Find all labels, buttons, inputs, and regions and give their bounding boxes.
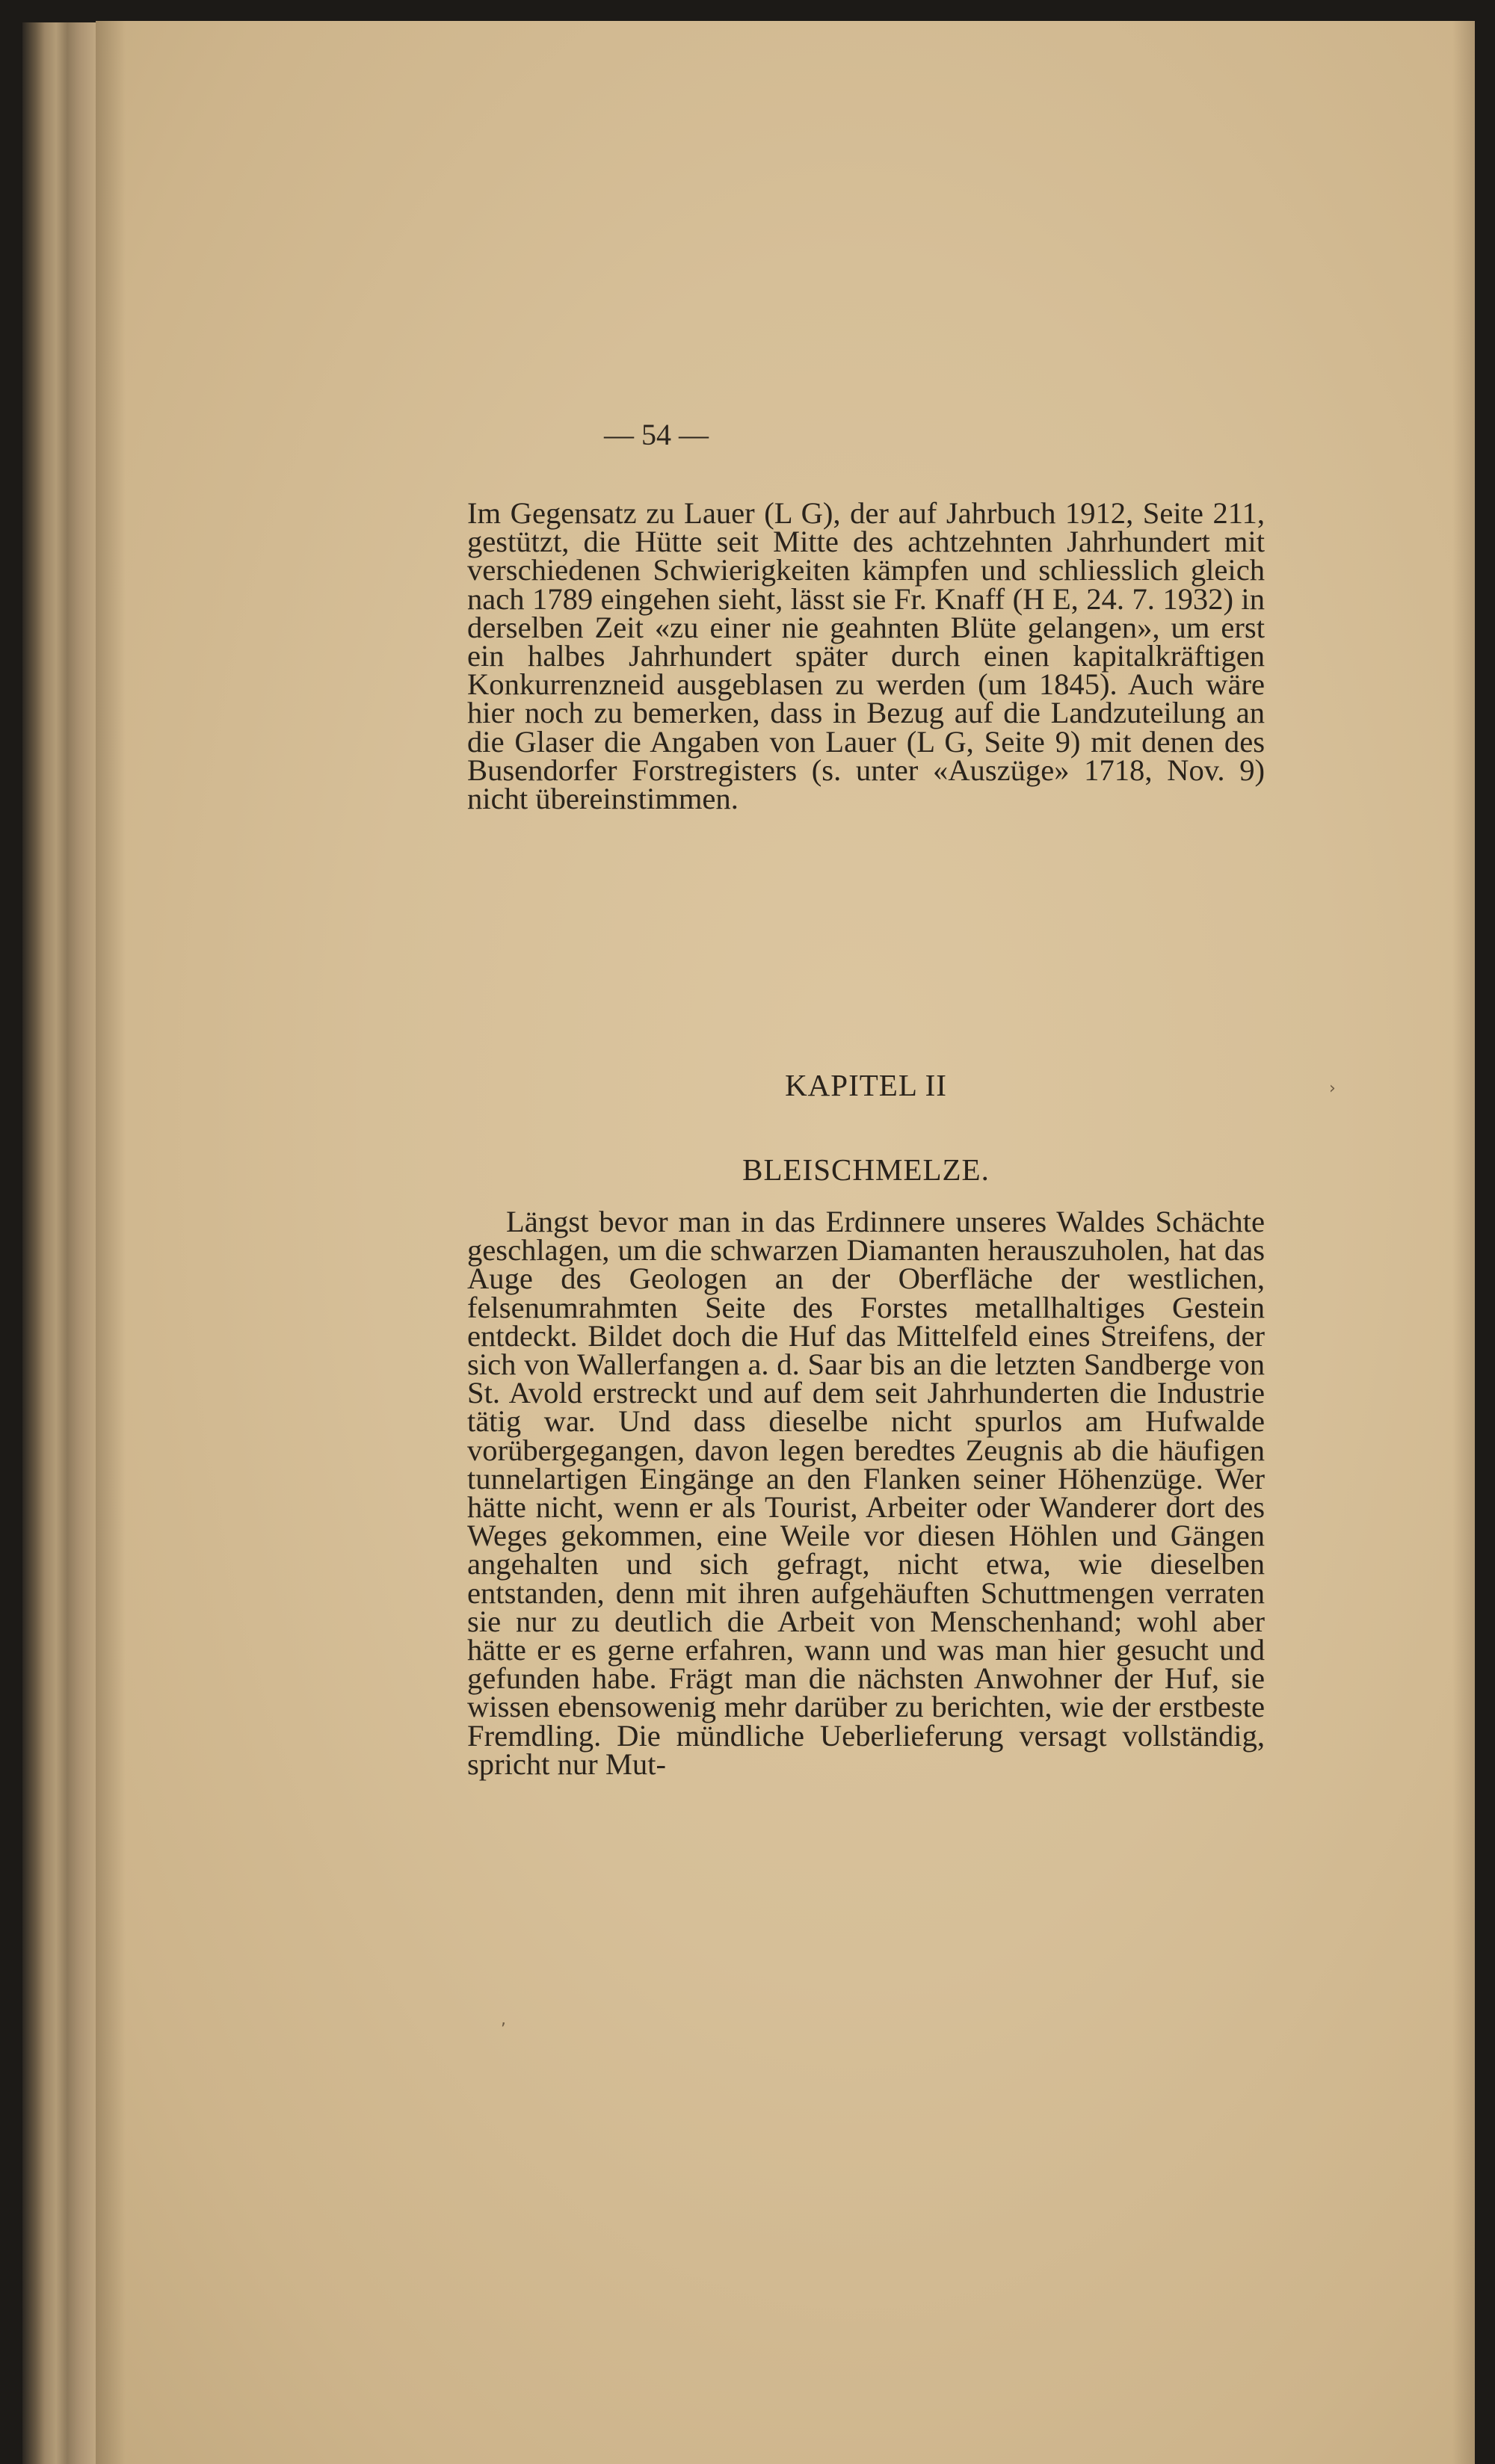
margin-mark: › bbox=[1329, 1079, 1336, 1098]
paragraph-body: Längst bevor man in das Erdinnere unseres Waldes Schächte geschlagen, um die schwarzen Diamanten herauszuholen, hat das Auge des Geologen an der Oberfläche der westlichen, felsenumrahmten Seite des Forstes metallhaltiges Gestein entdeckt. Bildet doch die Huf das Mittelfeld eines Streifens, der sich von Wallerfangen a. d. Saar bis an die letzten Sandberge von St. Avold erstreckt und auf dem seit Jahrhunderten die Industrie tätig war. Und dass dieselbe nicht spurlos am Hufwalde vorübergegangen, davon legen beredtes Zeugnis ab die häufigen tunnelartigen Eingänge an den Flanken seiner Höhenzüge. Wer hätte nicht, wenn er als Tourist, Arbeiter oder Wanderer dort des Weges gekommen, eine Weile vor diesen Höhlen und Gängen angehalten und sich gefragt, nicht etwa, wie dieselben entstanden, denn mit ihren aufgehäuften Schuttmengen verraten sie nur zu deutlich die Arbeit von Menschenhand; wohl aber hätte er es gerne erfahren, wann und was man hier gesucht und gefunden habe. Frägt man die nächsten Anwohner der Huf, sie wissen ebensowenig mehr darüber zu berichten, wie der erstbeste Fremdling. Die mündliche Ueberlieferung versagt vollständig, spricht nur Mut- bbox=[467, 1205, 1265, 1781]
paragraph-text: Im Gegensatz zu Lauer (L G), der auf Jahrbuch 1912, Seite 211, gestützt, die Hütte seit Mitte des achtzehnten Jahrhundert mit verschiedenen Schwierigkeiten kämpfen und schliesslich gleich nach 1789 eingehen sieht, lässt sie Fr. Knaff (H E, 24. 7. 1932) in derselben Zeit «zu einer nie geahnten Blüte gelangen», um erst ein halbes Jahrhundert später durch einen kapitalkräftigen Konkurrenzneid ausgeblasen zu werden (um 1845). Auch wäre hier noch zu bemerken, dass in Bezug auf die Landzuteilung an die Glaser die Angaben von Lauer (L G, Seite 9) mit denen des Busendorfer Forstregisters (s. unter «Auszüge» 1718, Nov. 9) nicht übereinstimmen. bbox=[467, 496, 1265, 816]
page-number: — 54 — bbox=[604, 418, 709, 451]
paragraph-text bbox=[467, 1205, 1265, 1781]
section-heading: BLEISCHMELZE. bbox=[742, 1152, 990, 1187]
chapter-heading: KAPITEL II bbox=[785, 1068, 947, 1102]
margin-mark: , bbox=[501, 2010, 506, 2029]
paragraph-lauer-comparison bbox=[467, 496, 1265, 816]
paragraph-bleischmelze bbox=[467, 1205, 1265, 1781]
book-page-edges bbox=[22, 22, 97, 2464]
